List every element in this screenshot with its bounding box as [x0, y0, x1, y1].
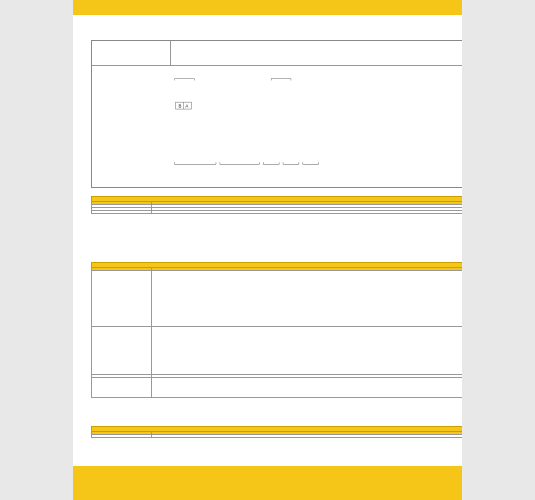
table-row [92, 271, 463, 327]
row-content [152, 435, 463, 438]
table-row [92, 327, 463, 375]
table-row [92, 435, 463, 438]
table-row [92, 378, 463, 398]
row-item [92, 378, 152, 398]
cellular-section [91, 262, 462, 398]
label-b: B [178, 103, 182, 109]
terminal-spec-box [91, 40, 462, 188]
row-content [152, 327, 463, 375]
row-content [152, 378, 463, 398]
physical-section [91, 196, 462, 214]
top-accent-bar [73, 0, 462, 15]
table-row [92, 211, 463, 214]
row-item [92, 271, 152, 327]
row-content [152, 271, 463, 327]
terminal-wiring-diagram [92, 41, 462, 187]
row-item [92, 435, 152, 438]
other-section [91, 426, 462, 438]
row-item [92, 327, 152, 375]
row-item [92, 211, 152, 214]
company-footer [73, 466, 462, 500]
row-content [152, 211, 463, 214]
label-a: A [185, 103, 189, 109]
document-page [73, 0, 462, 500]
